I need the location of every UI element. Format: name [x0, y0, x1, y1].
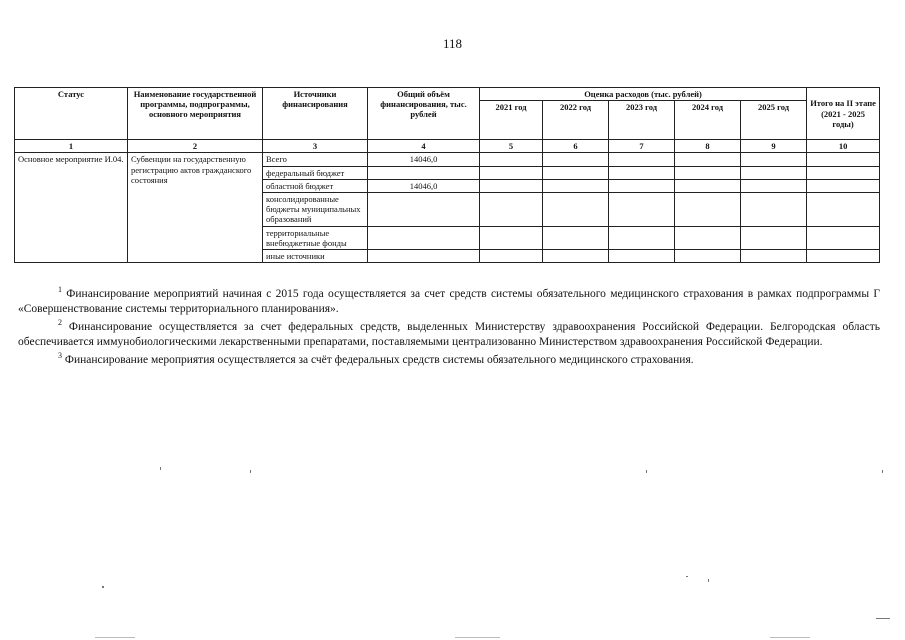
footnote-text: Финансирование осуществляется за счет федеральных средств, выделенных Министерству здравоохранения Российской Федерации. Белгородская область обеспечивается иммунобиологическими лекарственными препаратами, поставляемыми централизованно Министерством здравоохранения Российской Федерации. — [18, 320, 881, 349]
column-number: 2 — [128, 140, 263, 153]
source-label: Всего — [263, 153, 368, 166]
column-number: 9 — [741, 140, 807, 153]
footnote-mark: 3 — [58, 350, 62, 360]
header-total-volume: Общий объём финансирования, тыс. рублей — [368, 88, 480, 140]
footnote — [18, 351, 880, 368]
footnote-mark: 2 — [58, 317, 62, 327]
scan-speck — [250, 470, 251, 473]
footer-line — [95, 637, 135, 638]
footer-line — [770, 637, 810, 638]
header-row — [15, 88, 880, 101]
row-status: Основное мероприятие И.04. — [15, 153, 128, 263]
source-label: федеральный бюджет — [263, 166, 368, 179]
header-year: 2023 год — [609, 101, 675, 140]
header-program-name: Наименование государственной программы, подпрограммы, основного мероприятия — [128, 88, 263, 140]
budget-table — [14, 87, 880, 263]
column-number: 5 — [480, 140, 543, 153]
header-year: 2025 год — [741, 101, 807, 140]
footnote — [18, 318, 880, 351]
source-total: 14046,0 — [368, 179, 480, 192]
row-name: Субвенции на государственную регистрацию актов гражданского состояния — [128, 153, 263, 263]
header-estimate: Оценка расходов (тыс. рублей) — [480, 88, 807, 101]
column-number: 3 — [263, 140, 368, 153]
header-status: Статус — [15, 88, 128, 140]
footnote-text: Финансирование мероприятий начиная с 2015 года осуществляется за счет средств системы обязательного медицинского страхования в рамках подпрограммы Г «Совершенствование системы территориального планирования». — [18, 287, 880, 316]
source-total — [368, 166, 480, 179]
scan-speck — [708, 579, 709, 582]
source-label: консолидированные бюджеты муниципальных образований — [263, 192, 368, 226]
scan-speck — [882, 470, 883, 473]
table-row — [15, 153, 880, 166]
column-number-row — [15, 140, 880, 153]
footnote — [18, 285, 880, 318]
column-number: 8 — [675, 140, 741, 153]
footnote-text: Финансирование мероприятия осуществляется за счёт федеральных средств системы обязательного медицинского страхования. — [64, 353, 694, 366]
column-number: 6 — [543, 140, 609, 153]
footer-line — [455, 637, 500, 638]
scan-speck — [686, 576, 688, 577]
source-label: областной бюджет — [263, 179, 368, 192]
column-number: 1 — [15, 140, 128, 153]
header-total-stage: Итого на II этапе (2021 - 2025 годы) — [807, 88, 880, 140]
scan-speck — [646, 470, 647, 473]
page-number: 118 — [442, 36, 463, 51]
header-year: 2022 год — [543, 101, 609, 140]
footnote-mark: 1 — [58, 285, 62, 294]
source-label: иные источники — [263, 249, 368, 262]
header-year: 2024 год — [675, 101, 741, 140]
scan-speck — [876, 618, 890, 619]
source-total — [368, 192, 480, 226]
source-total — [368, 249, 480, 262]
column-number: 10 — [807, 140, 880, 153]
footnotes — [18, 285, 880, 368]
source-total — [368, 226, 480, 249]
source-total: 14046,0 — [368, 153, 480, 166]
scan-speck — [102, 586, 104, 588]
scan-speck — [160, 467, 161, 470]
column-number: 7 — [609, 140, 675, 153]
source-label: территориальные внебюджетные фонды — [263, 226, 368, 249]
header-year: 2021 год — [480, 101, 543, 140]
column-number: 4 — [368, 140, 480, 153]
header-sources: Источники финансирования — [263, 88, 368, 140]
